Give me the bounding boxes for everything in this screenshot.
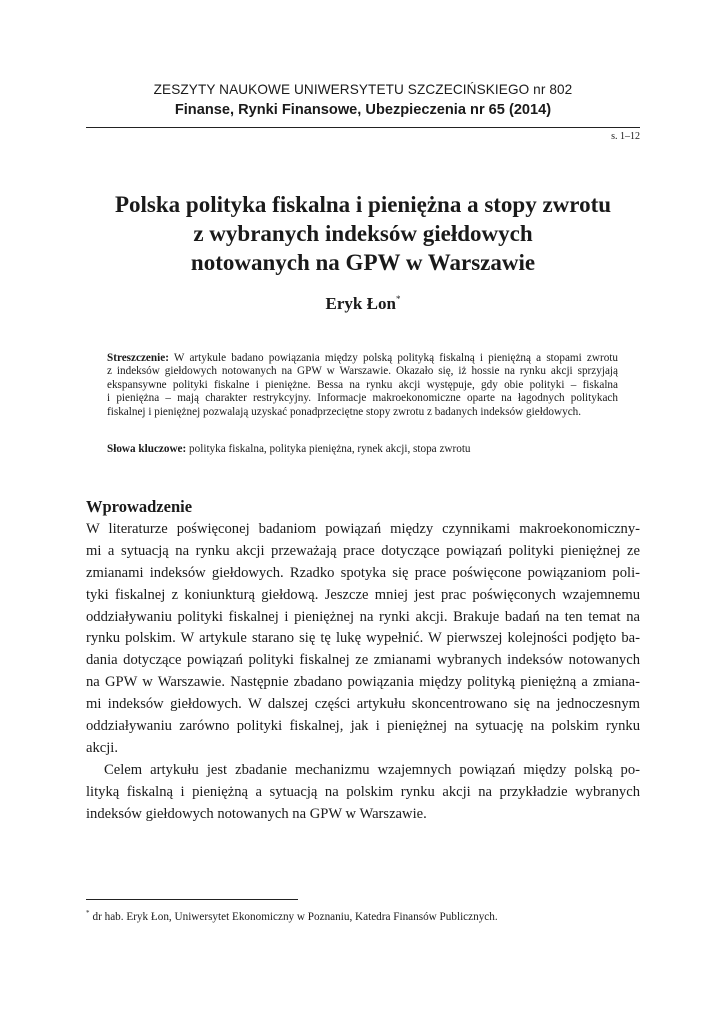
footnote [86,909,640,923]
body-line: Celem artykułu jest zbadanie mechanizmu wzajemnych powiązań między polską po- [104,761,640,778]
body-line: W literaturze poświęconej badaniom powiązań między czynnikami makroekonomiczny- [86,521,640,537]
article-title [86,190,640,277]
author-footnote-mark: * [395,294,401,304]
body-line: oddziaływaniu polityki fiskalnej i pieniężnej na rynki akcji. Brakuje badań na ten temat na [86,608,640,625]
body-line: zmianami indeksów giełdowych. Rzadko spotyka się prace poświęcone powiązaniom poli- [86,564,640,581]
keywords-text: polityka fiskalna, polityka pieniężna, rynek akcji, stopa zwrotu [186,443,471,455]
body-line: lityką fiskalną i pieniężną a sytuacją na polskim rynku akcji na przykładzie wybranych [86,783,640,800]
footnote-text: dr hab. Eryk Łon, Uniwersytet Ekonomiczny w Poznaniu, Katedra Finansów Publicznych. [92,911,498,923]
abstract-line: fiskalnej i pieniężnej pozwalają uzyskać ponadprzeciętne stopy zwrotu z badanych indeksów giełdowych. [107,405,582,418]
footnote-mark: * [86,909,90,917]
body-line: akcji. [86,739,119,756]
journal-series: Finanse, Rynki Finansowe, Ubezpieczenia nr 65 (2014) [174,102,552,118]
keywords-label: Słowa kluczowe: [107,443,187,455]
body-line: dania dotyczące powiązań polityki fiskalnej ze zmianami wybranych indeksów notowanych [86,652,640,669]
header-rule [86,127,640,128]
abstract-label: Streszczenie: [107,352,169,364]
section-heading: Wprowadzenie [86,497,193,516]
author [86,294,640,314]
author-name: Eryk Łon [325,294,396,313]
title-line: Polska polityka fiskalna i pieniężna a stopy zwrotu [114,192,612,217]
body-text [86,519,640,825]
body-line: oddziaływaniu zarówno polityki fiskalnej, jak i pieniężnej na sytuację na polskim rynku [86,718,640,735]
body-line: mi a sytuacją na rynku akcji przeważają prace dotyczące powiązań polityki pieniężnej ze [86,542,640,559]
abstract-line: Streszczenie: W artykule badano powiązania między polską polityką fiskalną i pieniężną a stopami zwrotu [107,352,618,364]
keywords [107,443,618,455]
abstract-line: ekspansywne polityki fiskalne i pieniężne. Bessa na rynku akcji występuje, gdy obie polityki – fiskalna [107,378,618,391]
footnote-rule [86,899,298,900]
body-line: tyki fiskalnej z koniunkturą giełdową. Jeszcze mniej jest prac poświęconych wzajemnemu [86,586,640,603]
body-line: indeksów giełdowych notowanych na GPW w Warszawie. [86,805,427,822]
page-range: s. 1–12 [611,131,640,142]
body-line: rynku polskim. W artykule starano się tę lukę wypełnić. W pierwszej kolejności podjęto ba- [86,630,640,647]
body-line: mi indeksów giełdowych. W dalszej części artykułu skoncentrowano się na jednoczesnym [86,696,640,713]
abstract-line: z indeksów giełdowych notowanych na GPW w Warszawie. Okazało się, iż hossie na rynku akcji sprzyjają [107,365,618,378]
title-line: z wybranych indeksów giełdowych [193,221,533,246]
body-line: na GPW w Warszawie. Następnie zbadano powiązania między polityką pieniężną a zmiana- [86,674,640,691]
journal-name: ZESZYTY NAUKOWE UNIWERSYTETU SZCZECIŃSKIEGO nr 802 [153,82,573,97]
abstract-line: i pieniężna – mają charakter restrykcyjny. Informacje makroekonomiczne oparte na łagodnych politykach [107,392,618,405]
abstract [107,352,618,419]
title-line: notowanych na GPW w Warszawie [190,250,536,275]
